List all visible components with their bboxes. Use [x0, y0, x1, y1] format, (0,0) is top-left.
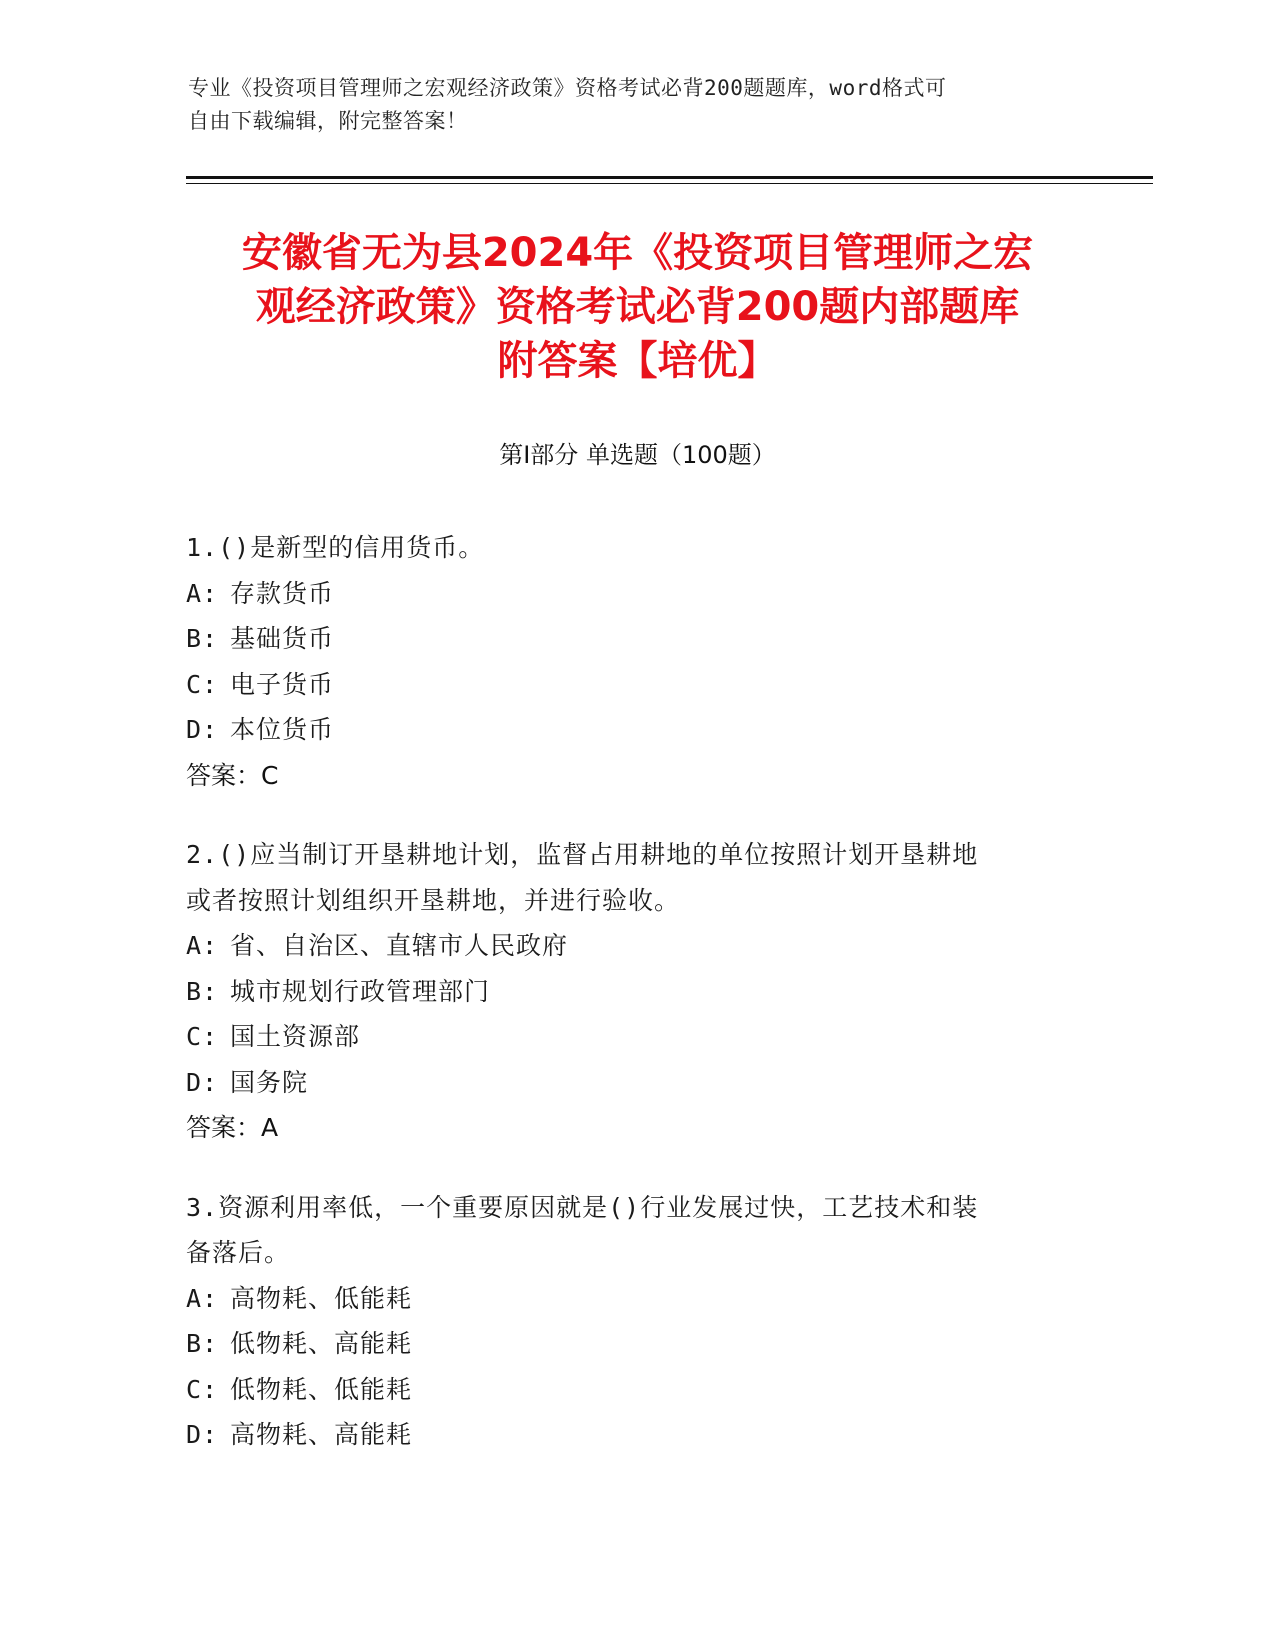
option-text: 基础货币	[230, 624, 335, 653]
option-text: 高物耗、低能耗	[230, 1283, 413, 1313]
option-d	[186, 1412, 1066, 1458]
document-title	[140, 226, 1135, 388]
option-c	[186, 662, 1066, 708]
option-text: 城市规划行政管理部门	[230, 976, 491, 1006]
option-text: 国务院	[230, 1067, 309, 1097]
option-letter: A:	[186, 1283, 219, 1313]
option-a	[186, 1276, 1066, 1322]
option-letter: D:	[186, 1420, 219, 1449]
option-text: 低物耗、高能耗	[230, 1329, 413, 1358]
title-line: 附答案【培优】	[497, 338, 778, 384]
question-stem: 备落后。	[186, 1238, 291, 1267]
title-line: 安徽省无为县2024年《投资项目管理师之宏	[241, 230, 1034, 276]
question-stem: 或者按照计划组织开垦耕地，并进行验收。	[186, 885, 681, 915]
answer-line: 答案：C	[186, 760, 279, 790]
question-list	[186, 525, 1066, 1492]
question-stem: 1.()是新型的信用货币。	[186, 533, 485, 562]
option-text: 高物耗、高能耗	[230, 1420, 413, 1449]
option-letter: C:	[186, 1022, 219, 1051]
option-a	[186, 571, 1066, 617]
option-d	[186, 1060, 1066, 1106]
question-1	[186, 525, 1066, 798]
option-text: 电子货币	[230, 669, 335, 699]
question-stem: 3.资源利用率低，一个重要原因就是()行业发展过快，工艺技术和装	[186, 1192, 979, 1222]
option-b	[186, 1321, 1066, 1367]
option-b	[186, 616, 1066, 662]
option-text: 存款货币	[230, 578, 335, 608]
question-3	[186, 1185, 1066, 1458]
intro-text	[188, 72, 1088, 138]
option-letter: A:	[186, 578, 219, 608]
option-letter: B:	[186, 624, 219, 653]
option-c	[186, 1367, 1066, 1413]
option-text: 低物耗、低能耗	[230, 1374, 413, 1404]
intro-line: 自由下载编辑，附完整答案！	[188, 109, 468, 133]
option-b	[186, 969, 1066, 1015]
option-letter: C:	[186, 669, 219, 699]
answer-line: 答案：A	[186, 1113, 279, 1142]
option-c	[186, 1014, 1066, 1060]
option-letter: A:	[186, 931, 219, 960]
header-rule-thick	[186, 176, 1153, 179]
option-text: 国土资源部	[230, 1022, 361, 1051]
option-letter: C:	[186, 1374, 219, 1404]
option-text: 本位货币	[230, 715, 335, 744]
header-rule-thin	[186, 183, 1153, 184]
section-title: 第Ⅰ部分 单选题（100题）	[499, 441, 776, 469]
question-stem: 2.()应当制订开垦耕地计划，监督占用耕地的单位按照计划开垦耕地	[186, 840, 979, 869]
option-letter: B:	[186, 1329, 219, 1358]
option-d	[186, 707, 1066, 753]
option-letter: D:	[186, 1067, 219, 1097]
option-letter: D:	[186, 715, 219, 744]
option-text: 省、自治区、直辖市人民政府	[230, 931, 569, 960]
option-letter: B:	[186, 976, 219, 1006]
option-a	[186, 923, 1066, 969]
intro-line: 专业《投资项目管理师之宏观经济政策》资格考试必背200题题库，word格式可	[188, 76, 947, 100]
title-line: 观经济政策》资格考试必背200题内部题库	[255, 284, 1020, 330]
question-2	[186, 832, 1066, 1151]
